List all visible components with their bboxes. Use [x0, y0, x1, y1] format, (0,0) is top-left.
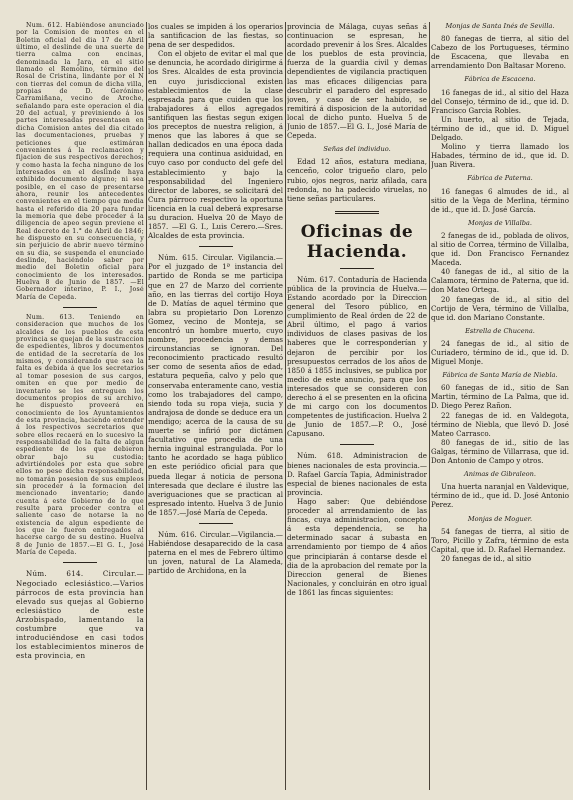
separator	[199, 523, 233, 524]
notice-612: Num. 612. Habiéndose anunciado por la Comision de montes en el Boletin oficial del dia 17 de Abril último, el deslinde de una suerte de tierra calma con encinas, denominada la Jara, en el sitio llamado el Remolino, término del Rosal de Cristina, lindante por el N con tierras del comun de dicha villa, propias de D. Gerónimo Carramiñana, vecino de Aroche, señalando para este operacion el dia 20 del actual, y previniendo á los partes interesadas presentasen en dicha Comision antes del dia citado las documentaciones, pruebas y peticiones que estimáran convenientes á la reclamacion y fijacion de sus respectivos derechos; y como hasta la fecha ninguno de los interesados en el deslinde haya exhibido documento alguno; ni sea posible, en el caso de presentarse ahora, reunir los antecedentes convenientes en el tiempo que media hasta el referido dia 20 para fundar la memoria que debe proceder á la diligencia de apeo segun previene el Real decreto de 1.° de Abril de 1846; he dispuesto en su consecuencia, y sin perjuicio de abrir nuevo término en su dia, se suspenda el enunciado deslinde, haciéndolo saber por medio del Boletin oficial para conocimiento de los interesados. Huelva 8 de Junio de 1857. —El Gobernador interino, P. I., José María de Cepeda.	[16, 22, 144, 301]
notice-616: Núm. 616. Circular.—Vigilancia.—Habiéndose desaparecido de la casa paterna en el mes de Febrero último un joven, natural de La Alameda, partido de Archidona, en la	[148, 529, 283, 576]
separator	[63, 307, 97, 308]
property-item: Un huerto, al sitio de Tejada, término de id., que id. D. Miguel Delgado.	[431, 114, 569, 143]
notice-618: Núm. 618. Administracion de bienes nacionales de esta provincia.—D. Rafael García Tapia, Administrador especial de bienes nacionales de esta provincia.	[287, 451, 427, 497]
description-paragraph: Edad 12 años, estatura mediana, cenceño, color trigueño claro, pelo rubio, ojos negros, nariz afilada, cara redonda, no ha padecido viruelas, no tiene señas particulares.	[287, 157, 427, 203]
separator	[340, 444, 374, 445]
section-subtitle: Monjas de Moguer.	[467, 514, 533, 523]
notice-615: Núm. 615. Circular. Vigilancia.—Por el juzgado de 1ª instancia del partido de Ronda se me participa que en 27 de Marzo del corriente año, en las tierras del cortijo Hoya de D. Matías de aquel término que labra su propietario Don Lorenzo Gomez, vecino de Monteja, se encontró un hombre muerto, cuyo nombre, procedencia y demas circunstancias se ignoran. Del reconocimiento practicado resultó ser como de sesenta años de edad, estatura pequeña, calvo y pelo que conservaba enteramente cano, vestia como los trabajadores del campo, siendo toda su ropa vieja, sucia y andrajosa de donde se deduce era un mendigo; acerca de la causa de su muerte se infirió por dictámen facultativo que procedia de una hernia inguinal estrangulada. Por lo tanto he acordado se haga público en este periódico oficial para que pueda llegar á noticia de persona interesada que declare é ilustre las averiguaciones que se practican al espresado intento. Huelva 3 de Junio de 1857.—José María de Cepeda.	[148, 253, 283, 517]
notice-616-continued: provincia de Málaga, cuyas señas á continuacion se espresan, he acordado prevenir á los Sres. Alcaldes de los pueblos de esta provincia, fuerza de la guardia civil y demas dependientes de vigilancia practiquen las mas eficaces diligencias para descubrir el paradero del espresado joven, y caso de ser habido, se remitirá á disposicion de la autoridad local de dicho punto. Huelva 5 de Junio de 1857.—El G. I., José María de Cepeda.	[287, 22, 427, 141]
column-rule	[146, 22, 147, 790]
section-subtitle: Fábrica de Escacena.	[464, 75, 536, 84]
property-item: 24 fanegas de id., al sitio de Curiadero, término de id., que id. D. Miguel Monje.	[431, 338, 569, 367]
separator	[340, 268, 374, 269]
section-subtitle: Fábrica de Paterna.	[467, 174, 533, 183]
separator	[63, 562, 97, 563]
property-item: 80 fanegas de id., sitio de las Galgas, término de Villarrasa, que id. Don Antonio de Campo y otros.	[431, 437, 569, 466]
notice-613: Num. 613. Teniendo en consideracion que muchos de los alcaldes de los pueblos de esta provincia se quejan de la sustraccion de espedientes, libros y documentos de entidad de la secretaría de los mismos, y considerando que sea la falta es debida á que los secretarios al tomar posesion de sus cargos, omiten en que por medio de inventario se les entreguen los documentos propios de su archivo, he dispuesto proveerá en conocimiento de los Ayuntamientos de esta provincia, haciendo entender á los respectivos secretarios que sobre ellos recaerá en lo sucesivo la responsabilidad de la falta de algun espediente de los que debieron obrar bajo su custodia; advirtiéndoles por esta que sobre ellos no pese dicha responsabilidad, no tomarán posesion de sus empleos sin proceder á la formacion del mencionado inventario; dando cuenta á este Gobierno de lo que resulte para proceder contra el saliente caso de notarse la no existencia de algun espediente de los que le fueron entregados al hacerse cargo de su destino. Huelva 8 de Junio de 1857.—El G. I., José María de Cepeda.	[16, 314, 144, 557]
section-subtitle: Señas del individuo.	[323, 145, 391, 154]
section-subtitle: Monjas de Santa Inés de Sevilla.	[445, 22, 555, 30]
section-subtitle: Animas de Gibraleon.	[463, 470, 536, 479]
notice-618-body: Hago saber: Que debiéndose proceder al arrendamiento de las fincas, cuya administracion, concepto á esta dependencia, se ha determinado sacar á subasta en arrendamiento por tiempo de 4 años que principiarán á contarse desde el dia de la aprobacion del remate por la Direccion general de Bienes Nacionales, y concluirán en otro igual de 1861 las fincas siguientes:	[287, 496, 427, 597]
section-subtitle: Estrella de Chucena.	[465, 326, 535, 335]
property-item: 20 fanegas de id., al sitio	[441, 553, 532, 563]
notice-614-body: Con el objeto de evitar el mal que se denuncia, he acordado dirigirme á los Sres. Alcaldes de esta provincia en cuyo jurisdiccional existen establecimientos de la clase espresada para que cuiden que los trabajadores á ellos agregados santifiquen las fiestas segun exigen los preceptos de nuestra religion, á menos que las labores á que se hallan dedicados en una época dada requiera una continua asiduidad, en cuyo caso por conducto del gefe del establecimiento y bajo la responsabilidad del Ingeniero director de labores, se solicitará del Cura párroco respectivo la oportuna licencia en la cual deberá expresarse su duracion. Huelva 20 de Mayo de 1857. —El G. I., Luis Cerero.—Sres. Alcaldes de esta provincia.	[148, 49, 283, 241]
property-item: 20 fanegas de id., al sitio del Cortijo de Vera, término de Villalba, que id. don Mariano Constante.	[431, 294, 569, 322]
column-4	[431, 22, 569, 792]
column-3	[287, 22, 427, 792]
column-1	[16, 22, 144, 792]
section-heading: Oficinas de Hacienda.	[300, 221, 414, 262]
separator	[335, 211, 379, 214]
property-item: 16 fanegas 6 almudes de id., al sitio de la Vega de Merlina, término de id., que id. D. José García.	[431, 186, 569, 214]
section-subtitle: Monjas de Villalba.	[468, 218, 532, 227]
notice-617: Núm. 617. Contaduría de Hacienda pública de la provincia de Huelva.—Estando acordado por la Direccion general del Tesoro público, en cumplimiento de Real órden de 22 de Abril último, el pago á varios individuos de clases pasivas de los haberes que le corresponderían y dejaron de percibir por los presupuestos cerrados de los años de 1850 á 1855 inclusives, se publica por medio de este anuncio, para que los interesados que se consideren con derecho á el se presenten en la oficina de mi cargo con los documentos competentes de justificacion. Huelva 2 de Junio de 1857.—P. O., José Capusano.	[287, 274, 427, 439]
notice-614-continued: los cuales se impiden á los operarios la santificacion de las fiestas, so pena de ser despedidos.	[148, 22, 283, 50]
section-subtitle: Fábrica de Santa María de Niebla.	[442, 371, 558, 380]
property-item: Una huerta naranjal en Valdevique, término de id., que id. D. José Antonio Perez.	[431, 482, 569, 510]
property-item: 54 fanegas de tierra, al sitio de Toro, Picillo y Zafra, término de esta Capital, que id. D. Rafael Hernandez.	[431, 526, 569, 554]
property-item: Molino y tierra llamado los Habades, término de id., que id. D. Juan Rivera.	[431, 142, 569, 170]
property-item: 2 fanegas de id., poblada de olivos, al sitio de Correa, término de Villalba, que id. Don Francisco Fernandez Maceda.	[431, 230, 569, 268]
property-item: 60 fanegas de id., sitio de San Martin, término de La Palma, que id. D. Diego Perez Rañon.	[431, 383, 569, 411]
property-item: 80 fanegas de tierra, al sitio del Cabezo de los Portugueses, término de Escacena, que llevaba en arrendamiento Don Baltasar Moreno.	[431, 34, 569, 71]
property-item: 22 fanegas de id. en Valdegota, término de Niebla, que llevó D. José Mateo Carrasco.	[431, 410, 569, 438]
separator	[199, 246, 233, 247]
notice-614: Núm. 614. Circular.—Negociado eclesiástico.—Varios párrocos de esta provincia han elevado sus quejas al Gobierno eclesiástico de este Arzobispado, lamentando la costumbre que va introduciéndose en casi todos los establecimientos mineros de esta provincia, en	[16, 569, 144, 661]
column-rule	[285, 22, 286, 790]
property-item: 16 fanegas de id., al sitio del Haza del Consejo, término de id., que id. D. Francisco Garcia Robles.	[431, 87, 569, 115]
property-item: 40 fanegas de id., al sitio de la Calamora, término de Paterna, que id. don Mateo Ortega.	[431, 267, 569, 295]
column-2	[148, 22, 283, 792]
column-rule	[429, 22, 430, 790]
